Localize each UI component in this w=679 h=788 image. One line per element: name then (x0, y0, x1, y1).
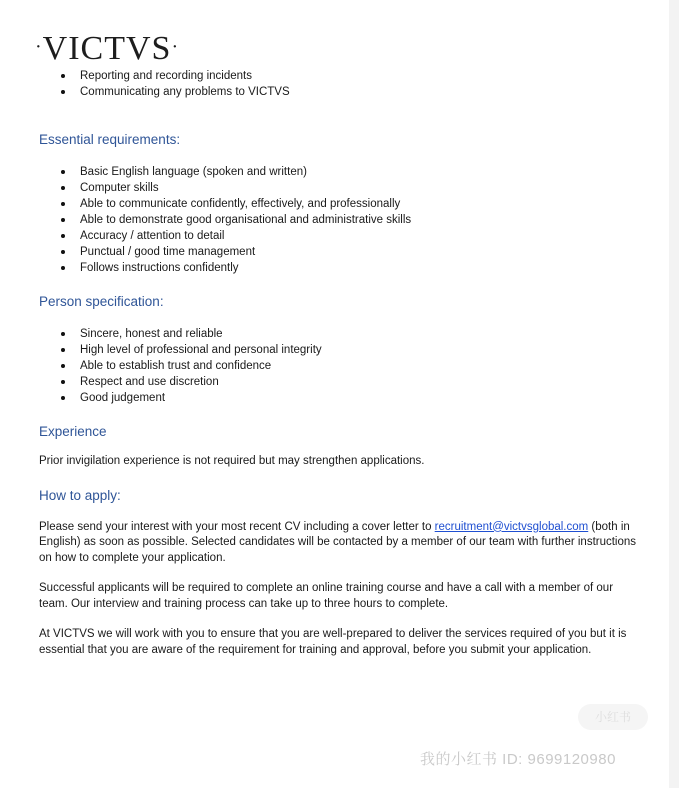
list-item: Good judgement (39, 390, 639, 406)
experience-heading: Experience (39, 424, 107, 439)
apply-paragraph-3: At VICTVS we will work with you to ensure that you are well-prepared to deliver the services required of you but it is essential that you are aware of the requirement for training and approval, before you submit your application. (39, 628, 627, 656)
person-specification-list (39, 326, 639, 406)
experience-text: Prior invigilation experience is not required but may strengthen applications. (39, 455, 425, 467)
list-item: Basic English language (spoken and written) (39, 164, 639, 180)
list-item: High level of professional and personal integrity (39, 342, 639, 358)
list-item: Able to communicate confidently, effectively, and professionally (39, 196, 639, 212)
list-item: Communicating any problems to VICTVS (39, 84, 639, 100)
document-page (35, 30, 639, 658)
recruitment-email-link[interactable]: recruitment@victvsglobal.com (434, 520, 589, 533)
watermark-logo: 小红书 (578, 704, 648, 730)
watermark-text: 我的小红书 ID: 9699120980 (420, 751, 616, 768)
person-specification-heading: Person specification: (39, 294, 164, 309)
list-item: Sincere, honest and reliable (39, 326, 639, 342)
victvs-logo: ·VICTVS· (35, 30, 180, 67)
list-item: Respect and use discretion (39, 374, 639, 390)
essential-requirements-list (39, 164, 639, 276)
essential-requirements-heading: Essential requirements: (39, 132, 181, 147)
list-item: Able to demonstrate good organisational and administrative skills (39, 212, 639, 228)
list-item: Reporting and recording incidents (39, 68, 639, 84)
list-item: Follows instructions confidently (39, 260, 639, 276)
apply-paragraph-1: Please send your interest with your most recent CV including a cover letter to recruitment@victvsglobal.com (both in English) as soon as possible. Selected candidates will be contacted by a member of our team with further instructions on how to complete your application. (39, 520, 637, 564)
list-item: Able to establish trust and confidence (39, 358, 639, 374)
duties-list (39, 68, 639, 100)
scrollbar-track[interactable] (669, 0, 679, 788)
apply-paragraph-2: Successful applicants will be required to complete an online training course and have a call with a member of our team. Our interview and training process can take up to three hours to complete. (39, 582, 614, 610)
list-item: Punctual / good time management (39, 244, 639, 260)
list-item: Computer skills (39, 180, 639, 196)
list-item: Accuracy / attention to detail (39, 228, 639, 244)
how-to-apply-heading: How to apply: (39, 487, 121, 503)
